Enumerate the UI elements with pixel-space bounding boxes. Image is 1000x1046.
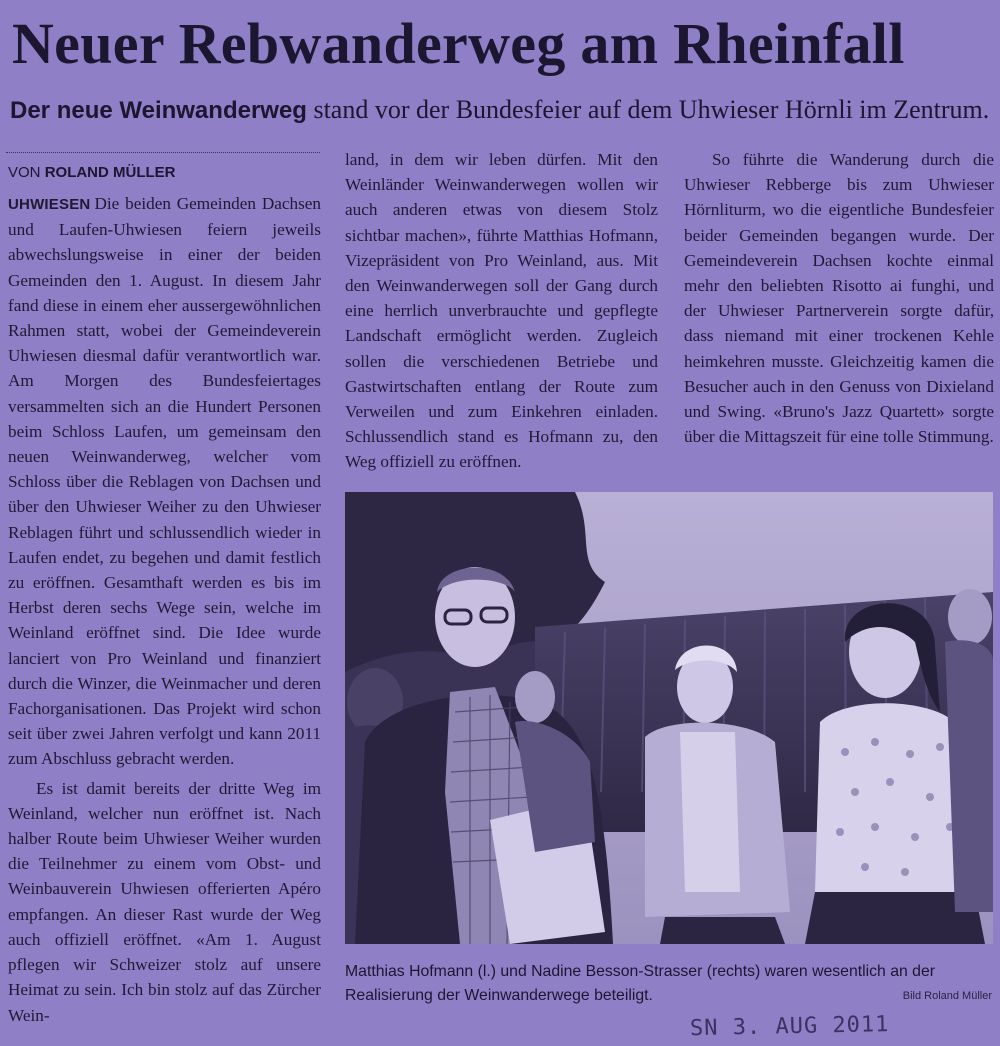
paragraph-1-text: Die beiden Gemeinden Dachsen und Laufen-Uhwiesen feiern jeweils abwechslungsweise in einer der beiden Gemeinden den 1. August. In diesem Jahr fand diese in einem eher aussergewöhnlichen Rahmen statt, wobei der Gemeindeverein Uhwiesen diesmal dafür verantwortlich war. Am Morgen des Bundesfeiertages versammelten sich an die Hundert Personen beim Schloss Laufen, um gemeinsam den neuen Weinwanderweg, welcher vom Schloss über die Reblagen von Dachsen und über den Uhwieser Weiher zu den Uhwieser Reblagen führt und schlussendlich wieder in Laufen endet, zu begehen und damit festlich zu eröffnen. Gesamthaft werden es bis im Herbst deren sechs Wege sein, welche im Weinland eröffnet sind. Die Idee wurde lanciert von Pro Weinland und finanziert durch die Winzer, die Weinmacher und deren Fachorganisationen. Das Projekt wird schon seit über zwei Jahren verfolgt und kann 2011 zum Abschluss gebracht werden. — [8, 194, 321, 769]
byline-prefix: VON — [8, 164, 45, 181]
handwritten-date-note: SN 3. AUG 2011 — [689, 1012, 890, 1042]
photo-caption: Matthias Hofmann (l.) und Nadine Besson-Strasser (rechts) waren wesentlich an der Realisierung der Weinwanderwege beteiligt. — [345, 963, 936, 1004]
headline: Neuer Rebwanderweg am Rheinfall — [12, 11, 905, 76]
paragraph-4: So führte die Wanderung durch die Uhwieser Rebberge bis zum Uhwieser Hörnliturm, wo die eigentliche Bundesfeier beider Gemeinden begangen wurde. Der Gemeindeverein Dachsen kochte einmal mehr den beliebten Risotto ai funghi, und der Uhwieser Partnerverein sorgte dafür, dass niemand mit einer trockenen Kehle heimkehren musste. Gleichzeitig kamen die Besucher auch in den Genuss von Dixieland und Swing. «Bruno's Jazz Quartett» sorgte über die Mittagszeit für eine tolle Stimmung. — [684, 150, 994, 447]
subheadline-lead: Der neue Weinwanderweg — [10, 97, 307, 124]
paragraph-1 — [8, 191, 321, 772]
article-column-1 — [8, 191, 321, 1025]
paragraph-2: Es ist damit bereits der dritte Weg im Weinland, welcher nun eröffnet ist. Nach halber Route beim Uhwieser Weiher wurden die Teilnehmer zu einem vom Obst- und Weinbauverein Uhwiesen offerierten Apéro empfangen. An dieser Rast wurde der Weg auch offiziell eröffnet. «Am 1. August pflegen wir Schweizer stolz auf unsere Heimat zu sein. Ich bin stolz auf das Zürcher Wein- — [8, 778, 321, 1025]
article-column-2 — [345, 147, 658, 472]
byline — [8, 160, 176, 186]
byline-divider — [6, 152, 320, 153]
photo-illustration — [345, 492, 993, 944]
subheadline — [10, 90, 995, 130]
dateline: UHWIESEN — [8, 196, 91, 213]
woman-center-shirt — [680, 732, 740, 892]
photo-credit: Bild Roland Müller — [902, 990, 992, 1002]
woman-center-trousers — [660, 917, 785, 944]
byline-author: ROLAND MÜLLER — [44, 164, 176, 181]
subheadline-rest: stand vor der Bundesfeier auf dem Uhwieser Hörnli im Zentrum. — [306, 95, 990, 124]
article-photo — [345, 492, 993, 944]
background-person-right-head — [948, 589, 992, 645]
paragraph-3: land, in dem wir leben dürfen. Mit den Weinländer Weinwanderwegen wollen wir auch anderen etwas von diesem Stolz sichtbar machen», führte Matthias Hofmann, Vizepräsident von Pro Weinland, aus. Mit den Weinwanderwegen soll der Gang durch eine herrlich unverbrauchte und gepflegte Landschaft ermöglicht werden. Zugleich sollen die verschiedenen Betriebe und Gastwirtschaften entlang der Route zum Verweilen und zum Einkehren einladen. Schlussendlich stand es Hofmann zu, den Weg offiziell zu eröffnen. — [345, 150, 658, 472]
background-woman-head — [515, 671, 555, 723]
article-column-3 — [684, 147, 994, 467]
